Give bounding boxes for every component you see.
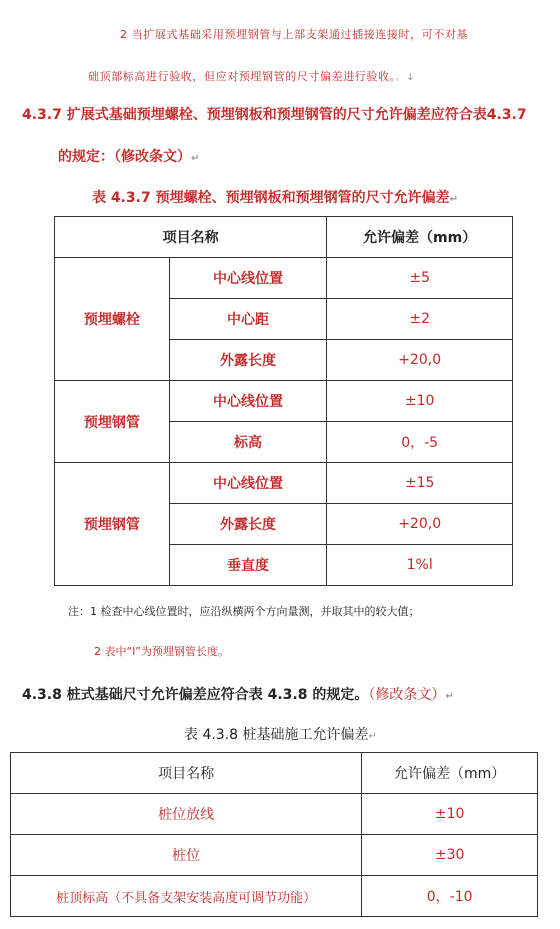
group-name: 预埋钢管	[55, 381, 170, 463]
table-header-row	[55, 217, 513, 258]
item-cell: 外露长度	[169, 504, 327, 545]
item-cell: 垂直度	[169, 545, 327, 586]
item-cell: 中心线位置	[169, 381, 327, 422]
value-cell: 0，-5	[327, 422, 513, 463]
table-row	[11, 794, 538, 835]
table-row	[11, 876, 538, 917]
table-4-3-7	[54, 216, 513, 586]
revision-tag: （修改条文）	[368, 687, 446, 703]
section-number: 4.3.7	[22, 107, 62, 123]
item-cell: 中心线位置	[169, 258, 327, 299]
table-row	[55, 381, 513, 422]
value-cell: 1%l	[327, 545, 513, 586]
value-cell: ±15	[327, 463, 513, 504]
table-4-3-8-caption: 表 4.3.8 桩基础施工允许偏差↵	[184, 727, 377, 743]
value-cell: 0，-10	[362, 876, 538, 917]
item-cell: 标高	[169, 422, 327, 463]
section-4-3-7-heading-line2: 的规定：（修改条文）↵	[58, 149, 200, 165]
header-item: 项目名称	[55, 217, 327, 258]
value-cell: ±2	[327, 299, 513, 340]
table-row	[11, 835, 538, 876]
header-tolerance: 允许偏差（mm）	[362, 753, 538, 794]
table-4-3-7-caption: 表 4.3.7 预埋螺栓、预埋钢板和预埋钢管的尺寸允许偏差↵	[92, 190, 458, 206]
item-cell: 中心距	[169, 299, 327, 340]
value-cell: ±30	[362, 835, 538, 876]
table-row	[55, 258, 513, 299]
section-4-3-8-heading: 4.3.8 桩式基础尺寸允许偏差应符合表 4.3.8 的规定。（修改条文）↵	[22, 687, 454, 703]
section-number: 4.3.8	[22, 687, 62, 703]
item-cell: 桩顶标高（不具备支架安装高度可调节功能）	[11, 876, 362, 917]
item-cell: 外露长度	[169, 340, 327, 381]
section-text: 桩式基础尺寸允许偏差应符合表 4.3.8 的规定。	[66, 687, 369, 703]
value-cell: +20,0	[327, 340, 513, 381]
header-tolerance: 允许偏差（mm）	[327, 217, 513, 258]
table-note-2: 2 表中“l”为预埋钢管长度。	[94, 645, 229, 658]
note-paragraph-line2: 础顶部标高进行验收，但应对预埋钢管的尺寸偏差进行验收。。↓	[88, 70, 416, 83]
section-4-3-7-heading	[22, 104, 527, 124]
value-cell: ±5	[327, 258, 513, 299]
table-header-row	[11, 753, 538, 794]
value-cell: ±10	[327, 381, 513, 422]
header-item: 项目名称	[11, 753, 362, 794]
note-paragraph-line1: 2 当扩展式基础采用预埋钢管与上部支架通过插接连接时，可不对基	[120, 28, 469, 41]
section-text: 扩展式基础预埋螺栓、预埋钢板和预埋钢管的尺寸允许偏差应符合表4.3.7	[66, 107, 527, 123]
item-cell: 桩位	[11, 835, 362, 876]
table-note-1: 注：1 检查中心线位置时，应沿纵横两个方向量测，并取其中的较大值；	[68, 605, 420, 618]
group-name: 预埋钢管	[55, 463, 170, 586]
group-name: 预埋螺栓	[55, 258, 170, 381]
table-row	[55, 463, 513, 504]
table-4-3-8	[10, 752, 538, 917]
item-cell: 桩位放线	[11, 794, 362, 835]
value-cell: ±10	[362, 794, 538, 835]
item-cell: 中心线位置	[169, 463, 327, 504]
value-cell: +20,0	[327, 504, 513, 545]
